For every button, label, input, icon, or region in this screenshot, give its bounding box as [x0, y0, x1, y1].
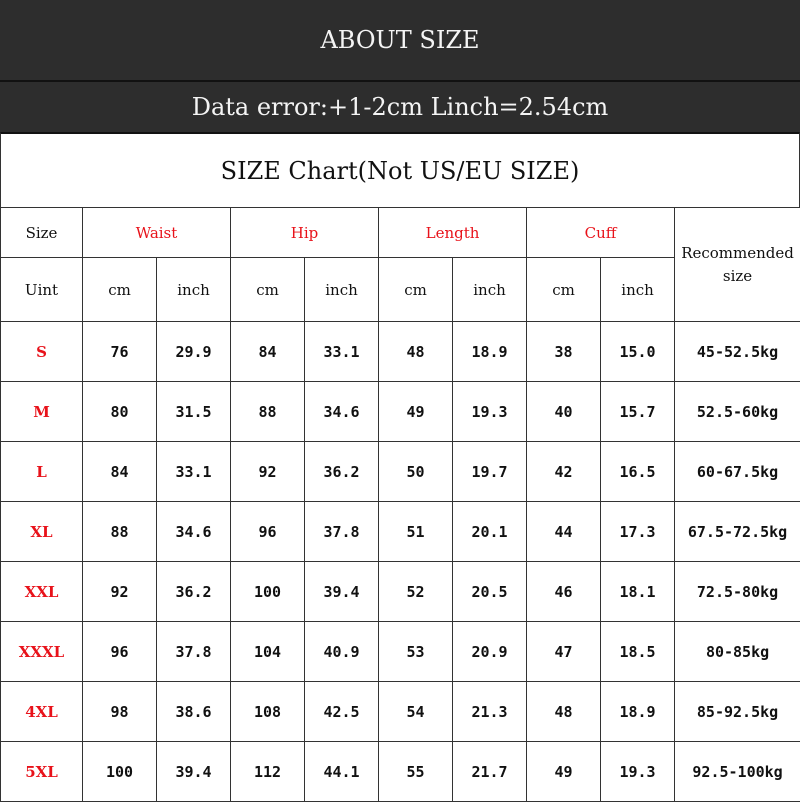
size-cell: 4XL [1, 682, 83, 742]
measurement-cell: 48 [379, 322, 453, 382]
measurement-cell: 51 [379, 502, 453, 562]
measurement-cell: 34.6 [305, 382, 379, 442]
data-error-note: Data error:+1-2cm Linch=2.54cm [192, 93, 609, 121]
unit-cell: inch [157, 258, 231, 322]
measurement-cell: 100 [231, 562, 305, 622]
size-header: Size [1, 208, 83, 258]
measurement-cell: 29.9 [157, 322, 231, 382]
recommended-line-1: Recommended [681, 244, 794, 262]
recommended-weight-cell: 52.5-60kg [675, 382, 800, 442]
about-size-title: ABOUT SIZE [320, 26, 479, 54]
measurement-cell: 18.1 [601, 562, 675, 622]
measurement-cell: 38.6 [157, 682, 231, 742]
size-cell: L [1, 442, 83, 502]
table-row [1, 742, 800, 802]
size-table [0, 207, 800, 802]
measurement-cell: 100 [83, 742, 157, 802]
waist-header: Waist [83, 208, 231, 258]
recommended-weight-cell: 72.5-80kg [675, 562, 800, 622]
unit-cell: inch [305, 258, 379, 322]
measurement-cell: 88 [83, 502, 157, 562]
unit-cell: cm [379, 258, 453, 322]
measurement-cell: 44.1 [305, 742, 379, 802]
measurement-cell: 104 [231, 622, 305, 682]
measurement-cell: 19.3 [453, 382, 527, 442]
measurement-cell: 33.1 [305, 322, 379, 382]
measurement-cell: 31.5 [157, 382, 231, 442]
unit-cell: inch [453, 258, 527, 322]
measurement-cell: 55 [379, 742, 453, 802]
measurement-cell: 47 [527, 622, 601, 682]
measurement-cell: 38 [527, 322, 601, 382]
measurement-cell: 15.7 [601, 382, 675, 442]
length-header: Length [379, 208, 527, 258]
recommended-weight-cell: 80-85kg [675, 622, 800, 682]
measurement-cell: 20.1 [453, 502, 527, 562]
unit-cell: cm [83, 258, 157, 322]
recommended-weight-cell: 85-92.5kg [675, 682, 800, 742]
measurement-cell: 34.6 [157, 502, 231, 562]
measurement-cell: 36.2 [305, 442, 379, 502]
measurement-cell: 18.9 [453, 322, 527, 382]
chart-title-bar [0, 132, 800, 207]
measurement-cell: 21.7 [453, 742, 527, 802]
table-row [1, 622, 800, 682]
measurement-cell: 15.0 [601, 322, 675, 382]
table-row [1, 382, 800, 442]
data-error-banner [0, 80, 800, 132]
recommended-weight-cell: 92.5-100kg [675, 742, 800, 802]
measurement-cell: 40 [527, 382, 601, 442]
measurement-cell: 39.4 [305, 562, 379, 622]
measurement-cell: 44 [527, 502, 601, 562]
measurement-cell: 19.3 [601, 742, 675, 802]
header-row-groups [1, 208, 800, 258]
measurement-cell: 92 [231, 442, 305, 502]
table-row [1, 442, 800, 502]
measurement-cell: 42.5 [305, 682, 379, 742]
measurement-cell: 46 [527, 562, 601, 622]
measurement-cell: 20.9 [453, 622, 527, 682]
measurement-cell: 49 [379, 382, 453, 442]
measurement-cell: 96 [231, 502, 305, 562]
measurement-cell: 84 [231, 322, 305, 382]
size-cell: 5XL [1, 742, 83, 802]
measurement-cell: 112 [231, 742, 305, 802]
unit-cell: cm [231, 258, 305, 322]
size-cell: XXXL [1, 622, 83, 682]
measurement-cell: 49 [527, 742, 601, 802]
table-row [1, 322, 800, 382]
measurement-cell: 50 [379, 442, 453, 502]
measurement-cell: 96 [83, 622, 157, 682]
table-row [1, 502, 800, 562]
size-cell: XL [1, 502, 83, 562]
measurement-cell: 48 [527, 682, 601, 742]
measurement-cell: 108 [231, 682, 305, 742]
measurement-cell: 53 [379, 622, 453, 682]
unit-cell: cm [527, 258, 601, 322]
measurement-cell: 98 [83, 682, 157, 742]
about-size-banner [0, 0, 800, 80]
measurement-cell: 42 [527, 442, 601, 502]
size-cell: XXL [1, 562, 83, 622]
measurement-cell: 37.8 [305, 502, 379, 562]
recommended-size-header [675, 208, 800, 322]
measurement-cell: 92 [83, 562, 157, 622]
measurement-cell: 19.7 [453, 442, 527, 502]
measurement-cell: 21.3 [453, 682, 527, 742]
measurement-cell: 40.9 [305, 622, 379, 682]
recommended-weight-cell: 60-67.5kg [675, 442, 800, 502]
measurement-cell: 88 [231, 382, 305, 442]
measurement-cell: 18.5 [601, 622, 675, 682]
unit-header: Uint [1, 258, 83, 322]
measurement-cell: 84 [83, 442, 157, 502]
hip-header: Hip [231, 208, 379, 258]
table-row [1, 562, 800, 622]
table-row [1, 682, 800, 742]
measurement-cell: 18.9 [601, 682, 675, 742]
measurement-cell: 76 [83, 322, 157, 382]
recommended-weight-cell: 67.5-72.5kg [675, 502, 800, 562]
cuff-header: Cuff [527, 208, 675, 258]
size-cell: S [1, 322, 83, 382]
unit-cell: inch [601, 258, 675, 322]
measurement-cell: 33.1 [157, 442, 231, 502]
measurement-cell: 36.2 [157, 562, 231, 622]
recommended-weight-cell: 45-52.5kg [675, 322, 800, 382]
recommended-line-2: size [723, 267, 752, 285]
measurement-cell: 20.5 [453, 562, 527, 622]
measurement-cell: 16.5 [601, 442, 675, 502]
measurement-cell: 37.8 [157, 622, 231, 682]
chart-title: SIZE Chart(Not US/EU SIZE) [221, 157, 580, 185]
size-cell: M [1, 382, 83, 442]
measurement-cell: 52 [379, 562, 453, 622]
measurement-cell: 54 [379, 682, 453, 742]
measurement-cell: 17.3 [601, 502, 675, 562]
measurement-cell: 80 [83, 382, 157, 442]
measurement-cell: 39.4 [157, 742, 231, 802]
